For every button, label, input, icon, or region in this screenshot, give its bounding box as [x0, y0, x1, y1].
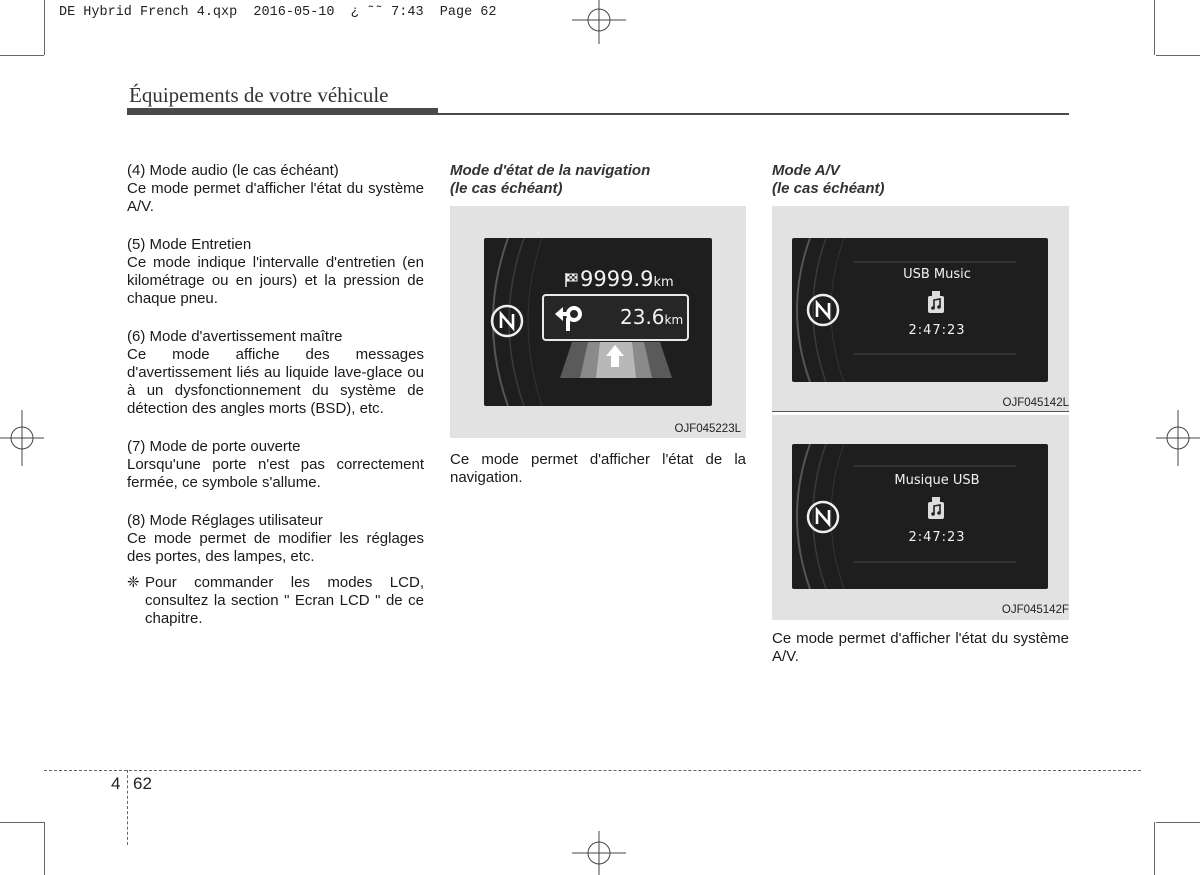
usb-music-icon: [927, 290, 945, 314]
gear-indicator-icon: [812, 299, 834, 321]
paragraph-title: (6) Mode d'avertissement maître: [127, 328, 343, 345]
paragraph-door-open-mode: [127, 438, 424, 492]
column-1: [127, 162, 424, 628]
turn-arrow-icon: [554, 304, 586, 332]
av-time: 2:47:23: [908, 323, 966, 338]
heading-line: Mode d'état de la navigation: [450, 162, 651, 179]
paragraph-body: Ce mode permet d'afficher l'état du système A/V.: [127, 180, 424, 215]
crop-mark: [44, 0, 45, 55]
footer-chapter-number: 4: [111, 774, 121, 793]
navigation-figure: [450, 206, 746, 438]
paragraph-master-warning-mode: [127, 328, 424, 418]
registration-mark-icon: [572, 831, 626, 875]
note-text: Pour commander les modes LCD, consultez la section " Ecran LCD " de ce chapitre.: [145, 574, 424, 627]
av-caption: Ce mode permet d'afficher l'état du système A/V.: [772, 630, 1069, 665]
paragraph-user-settings-mode: [127, 512, 424, 566]
footer-page-number: 62: [133, 774, 152, 793]
av-source-label: Musique USB: [894, 473, 980, 488]
cluster-display: [484, 238, 712, 406]
image-code: OJF045142L: [1002, 397, 1069, 409]
page-header-title: Équipements de votre véhicule: [129, 83, 389, 107]
image-code: OJF045142F: [1001, 604, 1069, 616]
paragraph-title: (4) Mode audio (le cas échéant): [127, 162, 339, 179]
gear-indicator-icon: [496, 310, 518, 332]
turn-distance-value: 23.6: [620, 305, 665, 329]
heading-line: Mode A/V: [772, 162, 840, 179]
paragraph-body: Ce mode permet de modifier les réglages des portes, des lampes, etc.: [127, 530, 424, 565]
av-figure-2: [772, 415, 1069, 620]
paragraph-audio-mode: [127, 162, 424, 216]
flag-icon: [564, 272, 578, 288]
paragraph-title: (7) Mode de porte ouverte: [127, 438, 301, 455]
note: [127, 574, 424, 628]
note-symbol: ❈: [127, 574, 140, 591]
usb-music-icon: [927, 496, 945, 520]
footer-dashed-rule: [44, 770, 1141, 771]
distance-unit: km: [653, 275, 674, 290]
paragraph-maintenance-mode: [127, 236, 424, 308]
section-heading-av: [772, 162, 1068, 198]
crop-mark: [1156, 55, 1200, 56]
crop-mark: [1154, 822, 1155, 875]
header-rule-thick: [127, 108, 438, 115]
cluster-display: [792, 444, 1048, 589]
crop-mark: [1156, 822, 1200, 823]
paragraph-body: Ce mode indique l'intervalle d'entretien (en kilométrage ou en jours) et la pression de chaque pneu.: [127, 254, 424, 307]
cluster-display: [792, 238, 1048, 382]
heading-line: (le cas échéant): [772, 180, 885, 197]
paragraph-title: (8) Mode Réglages utilisateur: [127, 512, 323, 529]
crop-mark: [0, 55, 44, 56]
registration-mark-icon: [572, 0, 626, 44]
crop-mark: [44, 822, 45, 875]
section-heading-navigation: [450, 162, 750, 198]
turn-distance-readout: [620, 306, 683, 331]
crop-mark: [0, 822, 44, 823]
registration-mark-icon: [0, 410, 44, 466]
figure-divider: [772, 411, 1069, 412]
straight-arrow-icon: [605, 344, 625, 368]
crop-mark: [1154, 0, 1155, 55]
paragraph-body: Ce mode affiche des messages d'avertissement liés au liquide lave-glace ou à un dysfonctionnement du système de détection des angles morts (BSD), etc.: [127, 346, 424, 417]
distance-readout: [580, 267, 674, 295]
footer-dashed-divider: [127, 770, 128, 845]
av-figure-1: [772, 206, 1069, 411]
av-source-label: USB Music: [903, 267, 971, 282]
distance-value: 9999.9: [580, 267, 654, 291]
gear-indicator-icon: [812, 506, 834, 528]
turn-distance-unit: km: [664, 313, 684, 327]
header-rule-thin: [438, 113, 1069, 115]
heading-line: (le cas échéant): [450, 180, 563, 197]
slug-line: DE Hybrid French 4.qxp 2016-05-10 ¿ ˜˜ 7:43 Page 62: [59, 5, 497, 20]
av-time: 2:47:23: [908, 530, 966, 545]
registration-mark-icon: [1156, 410, 1200, 466]
paragraph-title: (5) Mode Entretien: [127, 236, 252, 253]
navigation-caption: Ce mode permet d'afficher l'état de la navigation.: [450, 451, 746, 486]
image-code: OJF045223L: [674, 423, 741, 435]
paragraph-body: Lorsqu'une porte n'est pas correctement fermée, ce symbole s'allume.: [127, 456, 424, 491]
